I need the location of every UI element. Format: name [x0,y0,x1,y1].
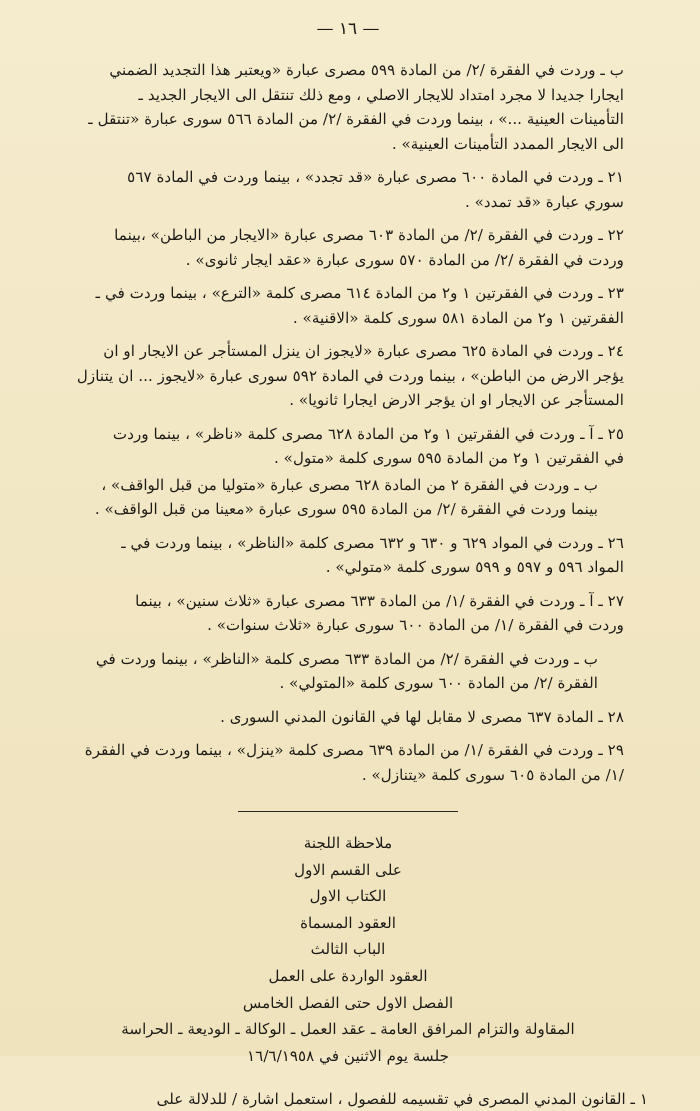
paragraph-24 [34,339,662,413]
text-line: الفقرتين ١ و٢ من المادة ٥٨١ سورى كلمة «الاقنية» . [292,308,624,327]
text-line: الى الايجار الممدد التأمينات العينية» . [391,134,624,153]
note-line: الكتاب الاول [309,887,387,906]
text-line: ٢٩ ـ وردت في الفقرة /١/ من المادة ٦٣٩ مصرى كلمة «ينزل» ، بينما وردت في الفقرة [84,741,624,759]
note-line: المقاولة والتزام المرافق العامة ـ عقد العمل ـ الوكالة ـ الوديعة ـ الحراسة [121,1020,575,1039]
section-divider [238,811,458,812]
text-line: وردت في الفقرة /١/ من المادة ٦٠٠ سورى عبارة «ثلاث سنوات» . [207,616,624,634]
text-line: ٢١ ـ وردت في المادة ٦٠٠ مصرى عبارة «قد تجدد» ، بينما وردت في المادة ٥٦٧ [127,168,624,186]
note-line: الفصل الاول حتى الفصل الخامس [242,993,454,1012]
paragraph-29 [34,738,662,787]
text-line: المواد ٥٩٦ و ٥٩٧ و ٥٩٩ سورى كلمة «متولي» . [325,558,624,576]
paragraph-27a [34,589,662,638]
text-line: ٢٧ ـ آ ـ وردت في الفقرة /١/ من المادة ٦٣٣ مصرى عبارة «ثلاث سنين» ، بينما [135,591,624,610]
page-number: — ١٦ — [316,19,380,39]
paragraph-22 [34,223,662,272]
text-line: وردت في الفقرة /٢/ من المادة ٥٧٠ سورى عبارة «عقد ايجار ثانوى» . [185,250,624,269]
text-line: ٢٤ ـ وردت في المادة ٦٢٥ مصرى عبارة «لايجوز ان ينزل المستأجر عن الايجار او ان [103,342,624,360]
text-line: ايجارا جديدا لا مجرد امتداد للايجار الاصلي ، ومع ذلك تنتقل الى الايجار الجديد ـ [138,85,624,104]
text-line: ب ـ وردت في الفقرة ٢ من المادة ٦٢٨ مصرى عبارة «متوليا من قبل الواقف» ، [101,475,598,494]
text-line: بينما وردت في الفقرة /٢/ من المادة ٥٩٥ سورى عبارة «معينا من قبل الواقف» . [94,500,598,518]
note-line: الباب الثالث [310,940,386,959]
note-line: العقود الواردة على العمل [268,966,428,985]
text-line: ب ـ وردت في الفقرة /٢/ من المادة ٦٣٣ مصرى كلمة «الناظر» ، بينما وردت في [95,649,598,668]
note-line: العقود المسماة [300,913,396,932]
text-line: ٢٦ ـ وردت في المواد ٦٢٩ و ٦٣٠ و ٦٣٢ مصرى كلمة «الناظر» ، بينما وردت في ـ [121,533,624,552]
paragraph-28 [34,705,662,730]
paragraph-27b [34,647,662,696]
note-line: على القسم الاول [294,860,402,879]
text-line: يؤجر الارض من الباطن» ، بينما وردت في المادة ٥٩٢ سورى عبارة «لايجوز ... ان يتنازل [76,366,624,385]
text-line: سوري عبارة «قد تمدد» . [464,192,624,211]
paragraph-25b [34,473,662,522]
paragraph-23 [34,281,662,330]
text-line: ٢٣ ـ وردت في الفقرتين ١ و٢ من المادة ٦١٤ مصرى كلمة «الترع» ، بينما وردت في ـ [95,284,624,302]
text-line: المستأجر عن الايجار او ان يؤجر الارض ايجارا ثانويا» . [289,391,624,409]
text-line: /١/ من المادة ٦٠٥ سورى كلمة «يتنازل» . [361,765,624,784]
text-line: التأمينات العينية ...» ، بينما وردت في الفقرة /٢/ من المادة ٥٦٦ سورى عبارة «تنتقل ـ [88,110,624,128]
text-line: في الفقرتين ١ و٢ من المادة ٥٩٥ سورى كلمة «متول» . [274,449,624,467]
note-title: ملاحظة اللجنة [303,834,393,852]
paragraph-26 [34,531,662,580]
paragraph-25a [34,422,662,471]
committee-note [34,830,662,1069]
text-line: ٢٨ ـ المادة ٦٣٧ مصرى لا مقابل لها في القانون المدني السورى . [220,707,624,726]
final-paragraph: ١ ـ القانون المدني المصرى في تقسيمه للفصول ، استعمل اشارة / للدلالة على [156,1090,648,1109]
text-line: ٢٢ ـ وردت في الفقرة /٢/ من المادة ٦٠٣ مصرى عبارة «الايجار من الباطن» ،بينما [114,226,624,244]
paragraph-20b [34,58,662,156]
body-text [34,58,662,787]
paragraph-21 [34,165,662,214]
session-date: جلسة يوم الاثنين في ١٦/٦/١٩٥٨ [247,1046,449,1065]
text-line: ٢٥ ـ آ ـ وردت في الفقرتين ١ و٢ من المادة ٦٢٨ مصرى كلمة «ناظر» ، بينما وردت [112,424,624,443]
text-line: ب ـ وردت في الفقرة /٢/ من المادة ٥٩٩ مصرى عبارة «ويعتبر هذا التجديد الضمني [109,61,624,79]
text-line: الفقرة /٢/ من المادة ٦٠٠ سورى كلمة «المتولي» . [279,674,598,692]
